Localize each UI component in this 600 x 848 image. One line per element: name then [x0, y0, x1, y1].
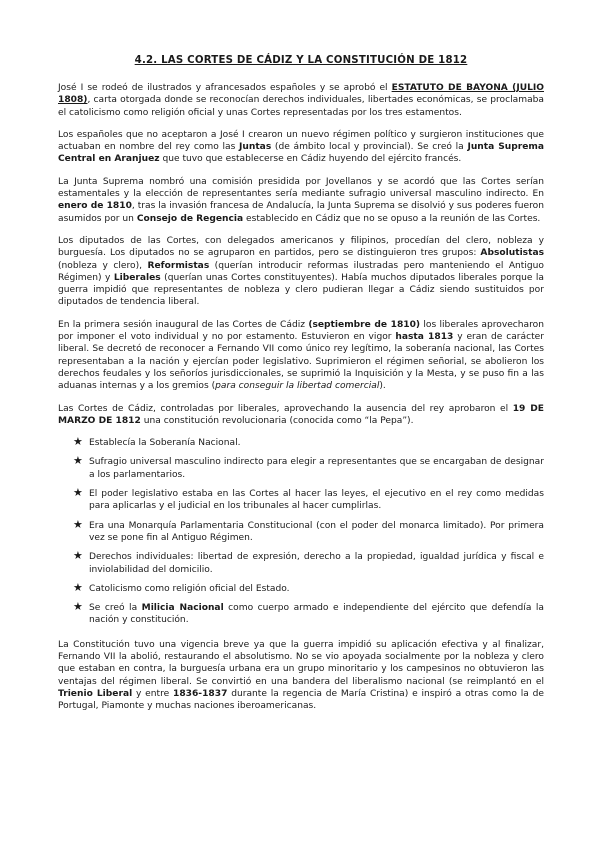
text: , tras la invasión francesa de Andalucía, la Junta Suprema se disolvió y sus poderes fueron asumidos por un [58, 201, 544, 224]
text: José I se rodeó de ilustrados y afrancesados españoles y se aprobó el [58, 83, 392, 93]
paragraph-juntas [58, 129, 544, 166]
star-icon: ★ [73, 580, 83, 594]
text: ). [379, 381, 386, 392]
text: (nobleza y clero), [58, 260, 148, 271]
text: establecido en Cádiz que no se opuso a la reunión de las Cortes. [243, 213, 541, 224]
text: (querían unas Cortes constituyentes). Había muchos diputados liberales porque la guerra impidió que representantes de nobleza y clero pudieran llegar a Cádiz siendo sustituidos por diputados de tendencia liberal. [58, 272, 544, 308]
paragraph-diputados [58, 235, 544, 309]
italic-text: para conseguir la libertad comercial [215, 381, 380, 392]
star-icon: ★ [73, 435, 83, 449]
star-icon: ★ [73, 486, 83, 500]
bold-term: Milicia Nacional [141, 603, 224, 614]
list-item-text: El poder legislativo estaba en las Cortes al hacer las leyes, el ejecutivo en el rey como medidas para aplicarlas y el judicial en los tribunales al hacer cumplirlas. [89, 489, 544, 512]
list-item [58, 551, 544, 576]
text: , carta otorgada donde se reconocían derechos individuales, libertades económicas, se proclamaba el catolicismo como religión oficial y unas Cortes representadas por los tres estamentos. [58, 95, 544, 118]
bold-term: enero de 1810 [58, 201, 132, 212]
list-item [58, 602, 544, 627]
text: Las Cortes de Cádiz, controladas por liberales, aprovechando la ausencia del rey aprobaron el [58, 403, 513, 414]
list-item [58, 517, 544, 545]
paragraph-constitucion [58, 403, 544, 428]
list-item [58, 580, 544, 595]
list-item [58, 437, 544, 449]
bold-term: Reformistas [147, 260, 210, 271]
list-item [58, 456, 544, 481]
list-item-text: Era una Monarquía Parlamentaria Constitucional (con el poder del monarca limitado). Por primera vez se pone fin al Antiguo Régimen. [89, 520, 544, 543]
paragraph-vigencia [58, 639, 544, 713]
text: (de ámbito local y provincial). Se creó la [271, 142, 468, 153]
bold-term: 1836-1837 [173, 688, 228, 699]
list-item [58, 488, 544, 513]
bold-underlined-term: ESTATUTO DE BAYONA (JULIO 1808) [58, 83, 544, 106]
text: y eran de carácter liberal. Se decretó de reconocer a Fernando VII como único rey legítimo, la soberanía nacional, las Cortes representaban a la nación y ejercían poder legislativo. Suprimieron el régimen señorial, se abolieron los derechos feudales y los señoríos jurisdiccionales, se suprimió la Inquisición y la Mesta, y se puso fin a las aduanas internas y a los gremios ( [58, 332, 545, 392]
text: Los españoles que no aceptaron a José I crearon un nuevo régimen político y surgieron instituciones que actuaban en nombre del rey como las [58, 129, 544, 153]
list-item-text: Establecía la Soberanía Nacional. [89, 438, 241, 449]
page-title: 4.2. LAS CORTES DE CÁDIZ Y LA CONSTITUCIÓN DE 1812 [134, 55, 468, 66]
text: una constitución revolucionaria (conocida como “la Pepa”). [140, 415, 414, 426]
list-item-text: Derechos individuales: libertad de expresión, derecho a la propiedad, igualdad jurídica y fiscal e inviolabilidad del domicilio. [89, 552, 544, 575]
text: Los diputados de las Cortes, con delegados americanos y filipinos, procedían del clero, nobleza y burguesía. Los diputados no se agruparon en partidos, pero se distinguieron tres grupos: [58, 235, 544, 259]
bold-term: Liberales [113, 272, 161, 283]
bold-term: Absolutistas [480, 248, 544, 259]
bold-term: 19 DE MARZO DE 1812 [58, 403, 544, 426]
text: durante la regencia de María Cristina) e inspiró a otras como la de Portugal, Piamonte y muchas naciones iberoamericanas. [58, 688, 544, 712]
constitution-features-list [58, 437, 544, 627]
text: En la primera sesión inaugural de las Cortes de Cádiz [58, 319, 309, 330]
list-item-text: Catolicismo como religión oficial del Estado. [89, 583, 290, 594]
paragraph-junta-suprema [58, 176, 544, 225]
list-item-text: Sufragio universal masculino indirecto para elegir a representantes que se encargaban de designar a los parlamentarios. [89, 457, 544, 480]
bold-term: Trienio Liberal [58, 688, 133, 699]
text: La Constitución tuvo una vigencia breve ya que la guerra impidió su aplicación efectiva y al finalizar, Fernando VII la abolió, restaurando el absolutismo. No se vio apoyada socialmente por la nobleza y clero que estaban en contra, la burguesía urbana era un grupo minoritario y los campesinos no obtuvieron las ventajas del régimen liberal. Se convirtió en una bandera del liberalismo nacional (se reimplantó en el [58, 639, 544, 687]
list-item-text: Se creó la [89, 603, 142, 614]
bold-term: hasta 1813 [395, 332, 454, 343]
list-item-text: como cuerpo armado e independiente del ejército que defendía la nación y constitución. [89, 603, 544, 626]
text: los liberales aprovecharon por imponer el voto individual y no por estamento. Estuvieron en vigor [58, 319, 544, 343]
text: (querían introducir reformas ilustradas pero manteniendo el Antiguo Régimen) y [58, 260, 544, 283]
star-icon: ★ [73, 517, 83, 531]
paragraph-primera-sesion [58, 319, 544, 393]
text: y entre [132, 688, 173, 699]
bold-term: Junta Suprema Central en Aranjuez [58, 142, 545, 165]
star-icon: ★ [73, 454, 83, 468]
text: La Junta Suprema nombró una comisión presidida por Jovellanos y se acordó que las Cortes serían estamentales y la elección de representantes sería mediante sufragio universal masculino indirecto. En [58, 176, 544, 200]
paragraph-estatuto-bayona [58, 82, 544, 119]
bold-term: Juntas [239, 142, 272, 153]
star-icon: ★ [73, 600, 83, 614]
bold-term: (septiembre de 1810) [308, 319, 421, 330]
text: que tuvo que establecerse en Cádiz huyendo del ejército francés. [159, 154, 462, 165]
star-icon: ★ [73, 549, 83, 563]
document-page [58, 54, 544, 722]
bold-term: Consejo de Regencia [136, 213, 244, 224]
